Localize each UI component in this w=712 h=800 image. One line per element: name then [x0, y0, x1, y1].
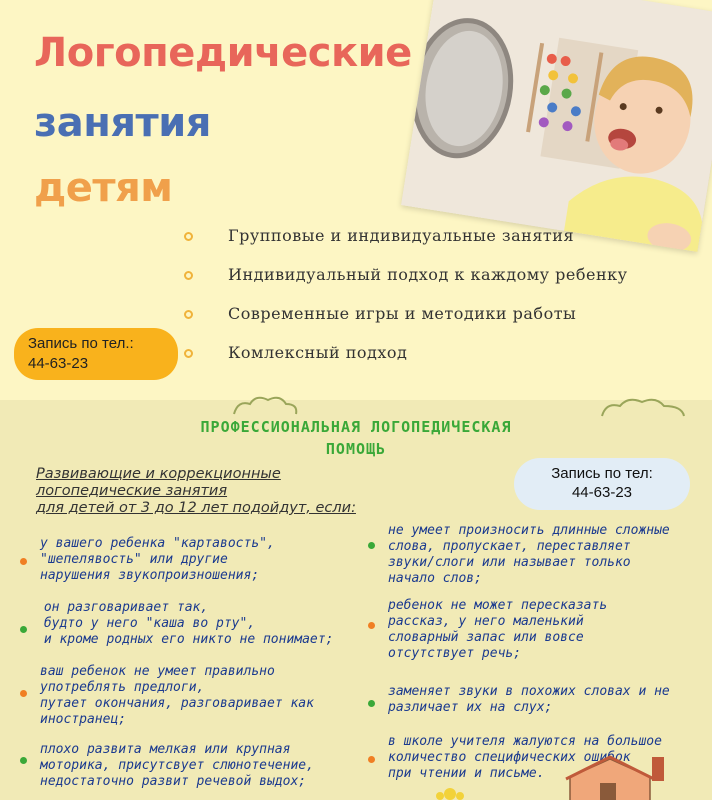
phone-box-label: Запись по тел:: [551, 465, 653, 482]
title-line-2: занятия: [34, 100, 211, 146]
orange-bullet-icon: [368, 622, 375, 629]
feature-item: Комлексный подход: [180, 343, 700, 362]
section-intro: Развивающие и коррекционные логопедические занятия для детей от 3 до 12 лет подойдут, если:: [36, 466, 356, 516]
list-item: ваш ребенок не умеет правильно употреблять предлоги, путает окончания, разговаривает как иностранец;: [40, 664, 314, 727]
feature-list: [180, 226, 700, 382]
list-item: ребенок не может пересказать рассказ, у него маленький словарный запас или вовсе отсутствует речь;: [388, 598, 608, 661]
orange-bullet-icon: [368, 756, 375, 763]
feature-item: Индивидуальный подход к каждому ребенку: [180, 265, 700, 284]
cloud-doodle-icon: [230, 394, 300, 416]
list-item: в школе учителя жалуются на большое количество специфических ошибок при чтении и письме.: [388, 734, 662, 781]
green-bullet-icon: [20, 626, 27, 633]
orange-bullet-icon: [20, 558, 27, 565]
list-item: у вашего ребенка "картавость", "шепелявость" или другие нарушения звукопроизношения;: [40, 536, 275, 583]
house-doodle-icon: [560, 755, 670, 800]
list-item: не умеет произносить длинные сложные слова, пропускает, переставляет звуки/слоги или называет только начало слов;: [388, 523, 670, 586]
orange-bullet-icon: [20, 690, 27, 697]
child-photo: [401, 0, 712, 252]
phone-box-label: Запись по тел.:: [28, 335, 134, 352]
list-item: он разговаривает так, будто у него "каша во рту", и кроме родных его никто не понимает;: [43, 600, 334, 647]
phone-box-bottom: [514, 458, 690, 510]
bottom-section: [0, 400, 712, 800]
phone-box-top: [14, 328, 178, 380]
phone-number: 44-63-23: [571, 484, 633, 501]
bullet-circle-icon: [184, 271, 193, 280]
feature-item: Современные игры и методики работы: [180, 304, 700, 323]
list-item: плохо развита мелкая или крупная моторика, присутсвует слюнотечение, недостаточно развит речевой выдох;: [40, 742, 314, 789]
child-photo-illustration: [401, 0, 712, 252]
feature-item: Групповые и индивидуальные занятия: [180, 226, 700, 245]
green-bullet-icon: [20, 757, 27, 764]
title-line-3: детям: [34, 165, 173, 211]
cloud-doodle-icon: [598, 396, 688, 418]
green-bullet-icon: [368, 542, 375, 549]
list-item: заменяет звуки в похожих словах и не различает их на слух;: [388, 684, 670, 715]
bullet-circle-icon: [184, 349, 193, 358]
title-line-1: Логопедические: [34, 30, 412, 76]
green-bullet-icon: [368, 700, 375, 707]
bullet-circle-icon: [184, 232, 193, 241]
flower-doodle-icon: [430, 782, 470, 800]
section-heading: ПРОФЕССИОНАЛЬНАЯ ЛОГОПЕДИЧЕСКАЯ ПОМОЩЬ: [200, 418, 512, 458]
phone-number: 44-63-23: [28, 355, 89, 372]
bullet-circle-icon: [184, 310, 193, 319]
